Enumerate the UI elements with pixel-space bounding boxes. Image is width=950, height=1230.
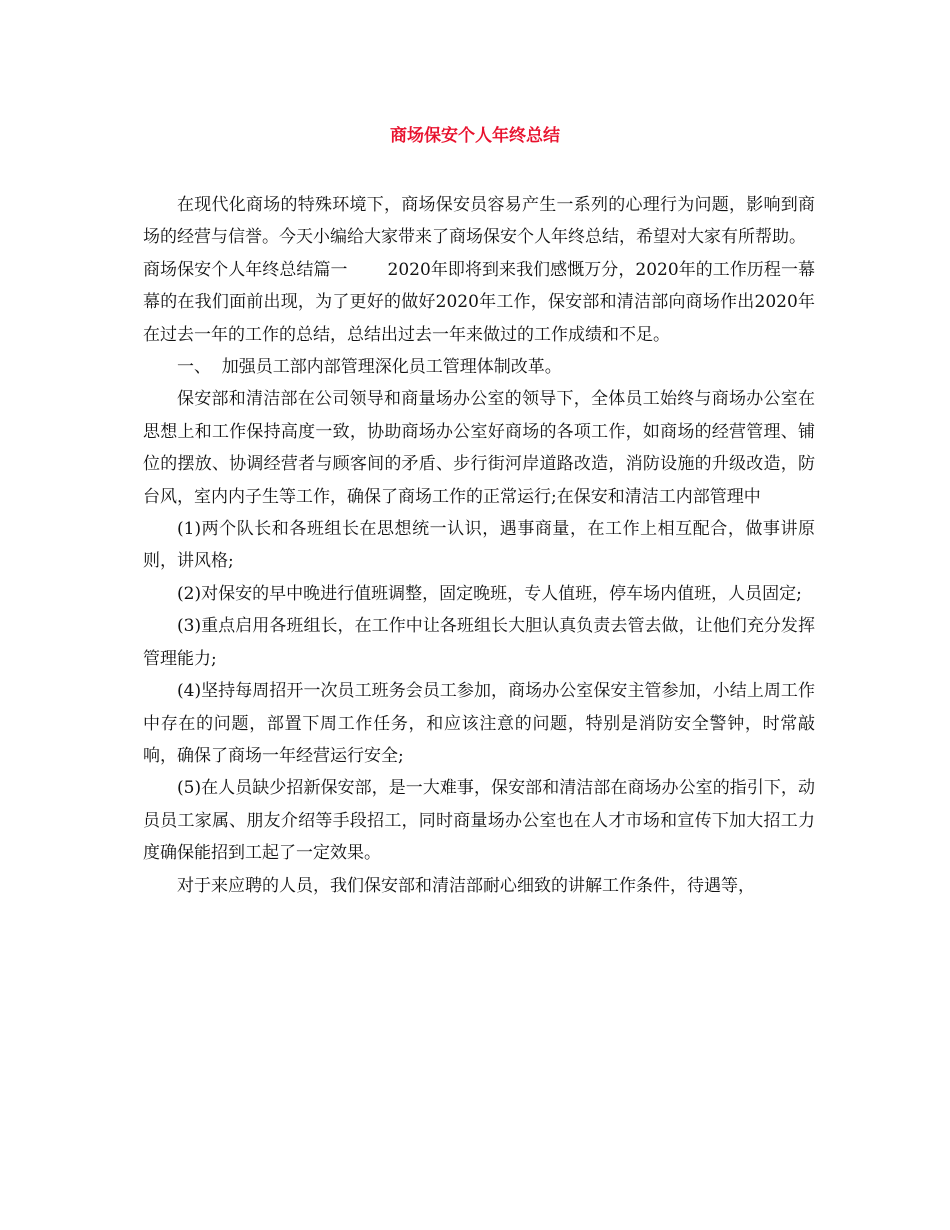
list-item-1: (1)两个队长和各班组长在思想统一认识，遇事商量，在工作上相互配合，做事讲原则，讲风格; bbox=[143, 519, 815, 572]
list-item-3: (3)重点启用各班组长，在工作中让各班组长大胆认真负责去管去做，让他们充分发挥管理能力; bbox=[143, 616, 815, 669]
part-text: 2020年即将到来我们感慨万分，2020年的工作历程一幕幕的在我们面前出现，为了更好的做好2020年工作，保安部和清洁部向商场作出2020年在过去一年的工作的总结，总结出过去一年来做过的工作成绩和不足。 bbox=[143, 259, 816, 345]
document-title: 商场保安个人年终总结 bbox=[390, 126, 560, 146]
section-heading: 一、 加强员工部内部管理深化员工管理体制改革。 bbox=[177, 357, 562, 378]
last-paragraph: 对于来应聘的人员，我们保安部和清洁部耐心细致的讲解工作条件，待遇等， bbox=[177, 875, 755, 896]
document-body bbox=[143, 189, 815, 902]
main-paragraph: 保安部和清洁部在公司领导和商量场办公室的领导下，全体员工始终与商场办公室在思想上和工作保持高度一致，协助商场办公室好商场的各项工作，如商场的经营管理、铺位的摆放、协调经营者与顾客间的矛盾、步行街河岸道路改造，消防设施的升级改造，防台风，室内内子生等工作，确保了商场工作的正常运行;在保安和清洁工内部管理中 bbox=[143, 389, 815, 507]
list-item-5: (5)在人员缺少招新保安部，是一大难事，保安部和清洁部在商场办公室的指引下，动员员工家属、朋友介绍等手段招工，同时商量场办公室也在人才市场和宣传下加大招工力度确保能招到工起了一定效果。 bbox=[143, 778, 815, 864]
part-heading: 商场保安个人年终总结篇一 bbox=[143, 259, 348, 280]
list-item-2: (2)对保安的早中晚进行值班调整，固定晚班，专人值班，停车场内值班，人员固定; bbox=[177, 583, 802, 604]
part-paragraph bbox=[143, 254, 815, 351]
intro-paragraph: 在现代化商场的特殊环境下，商场保安员容易产生一系列的心理行为问题，影响到商场的经营与信誉。今天小编给大家带来了商场保安个人年终总结，希望对大家有所帮助。 bbox=[143, 195, 815, 248]
list-item-4: (4)坚持每周招开一次员工班务会员工参加，商场办公室保安主管参加，小结上周工作中存在的问题，部置下周工作任务，和应该注意的问题，特别是消防安全警钟，时常敲响，确保了商场一年经营运行安全; bbox=[143, 681, 815, 766]
